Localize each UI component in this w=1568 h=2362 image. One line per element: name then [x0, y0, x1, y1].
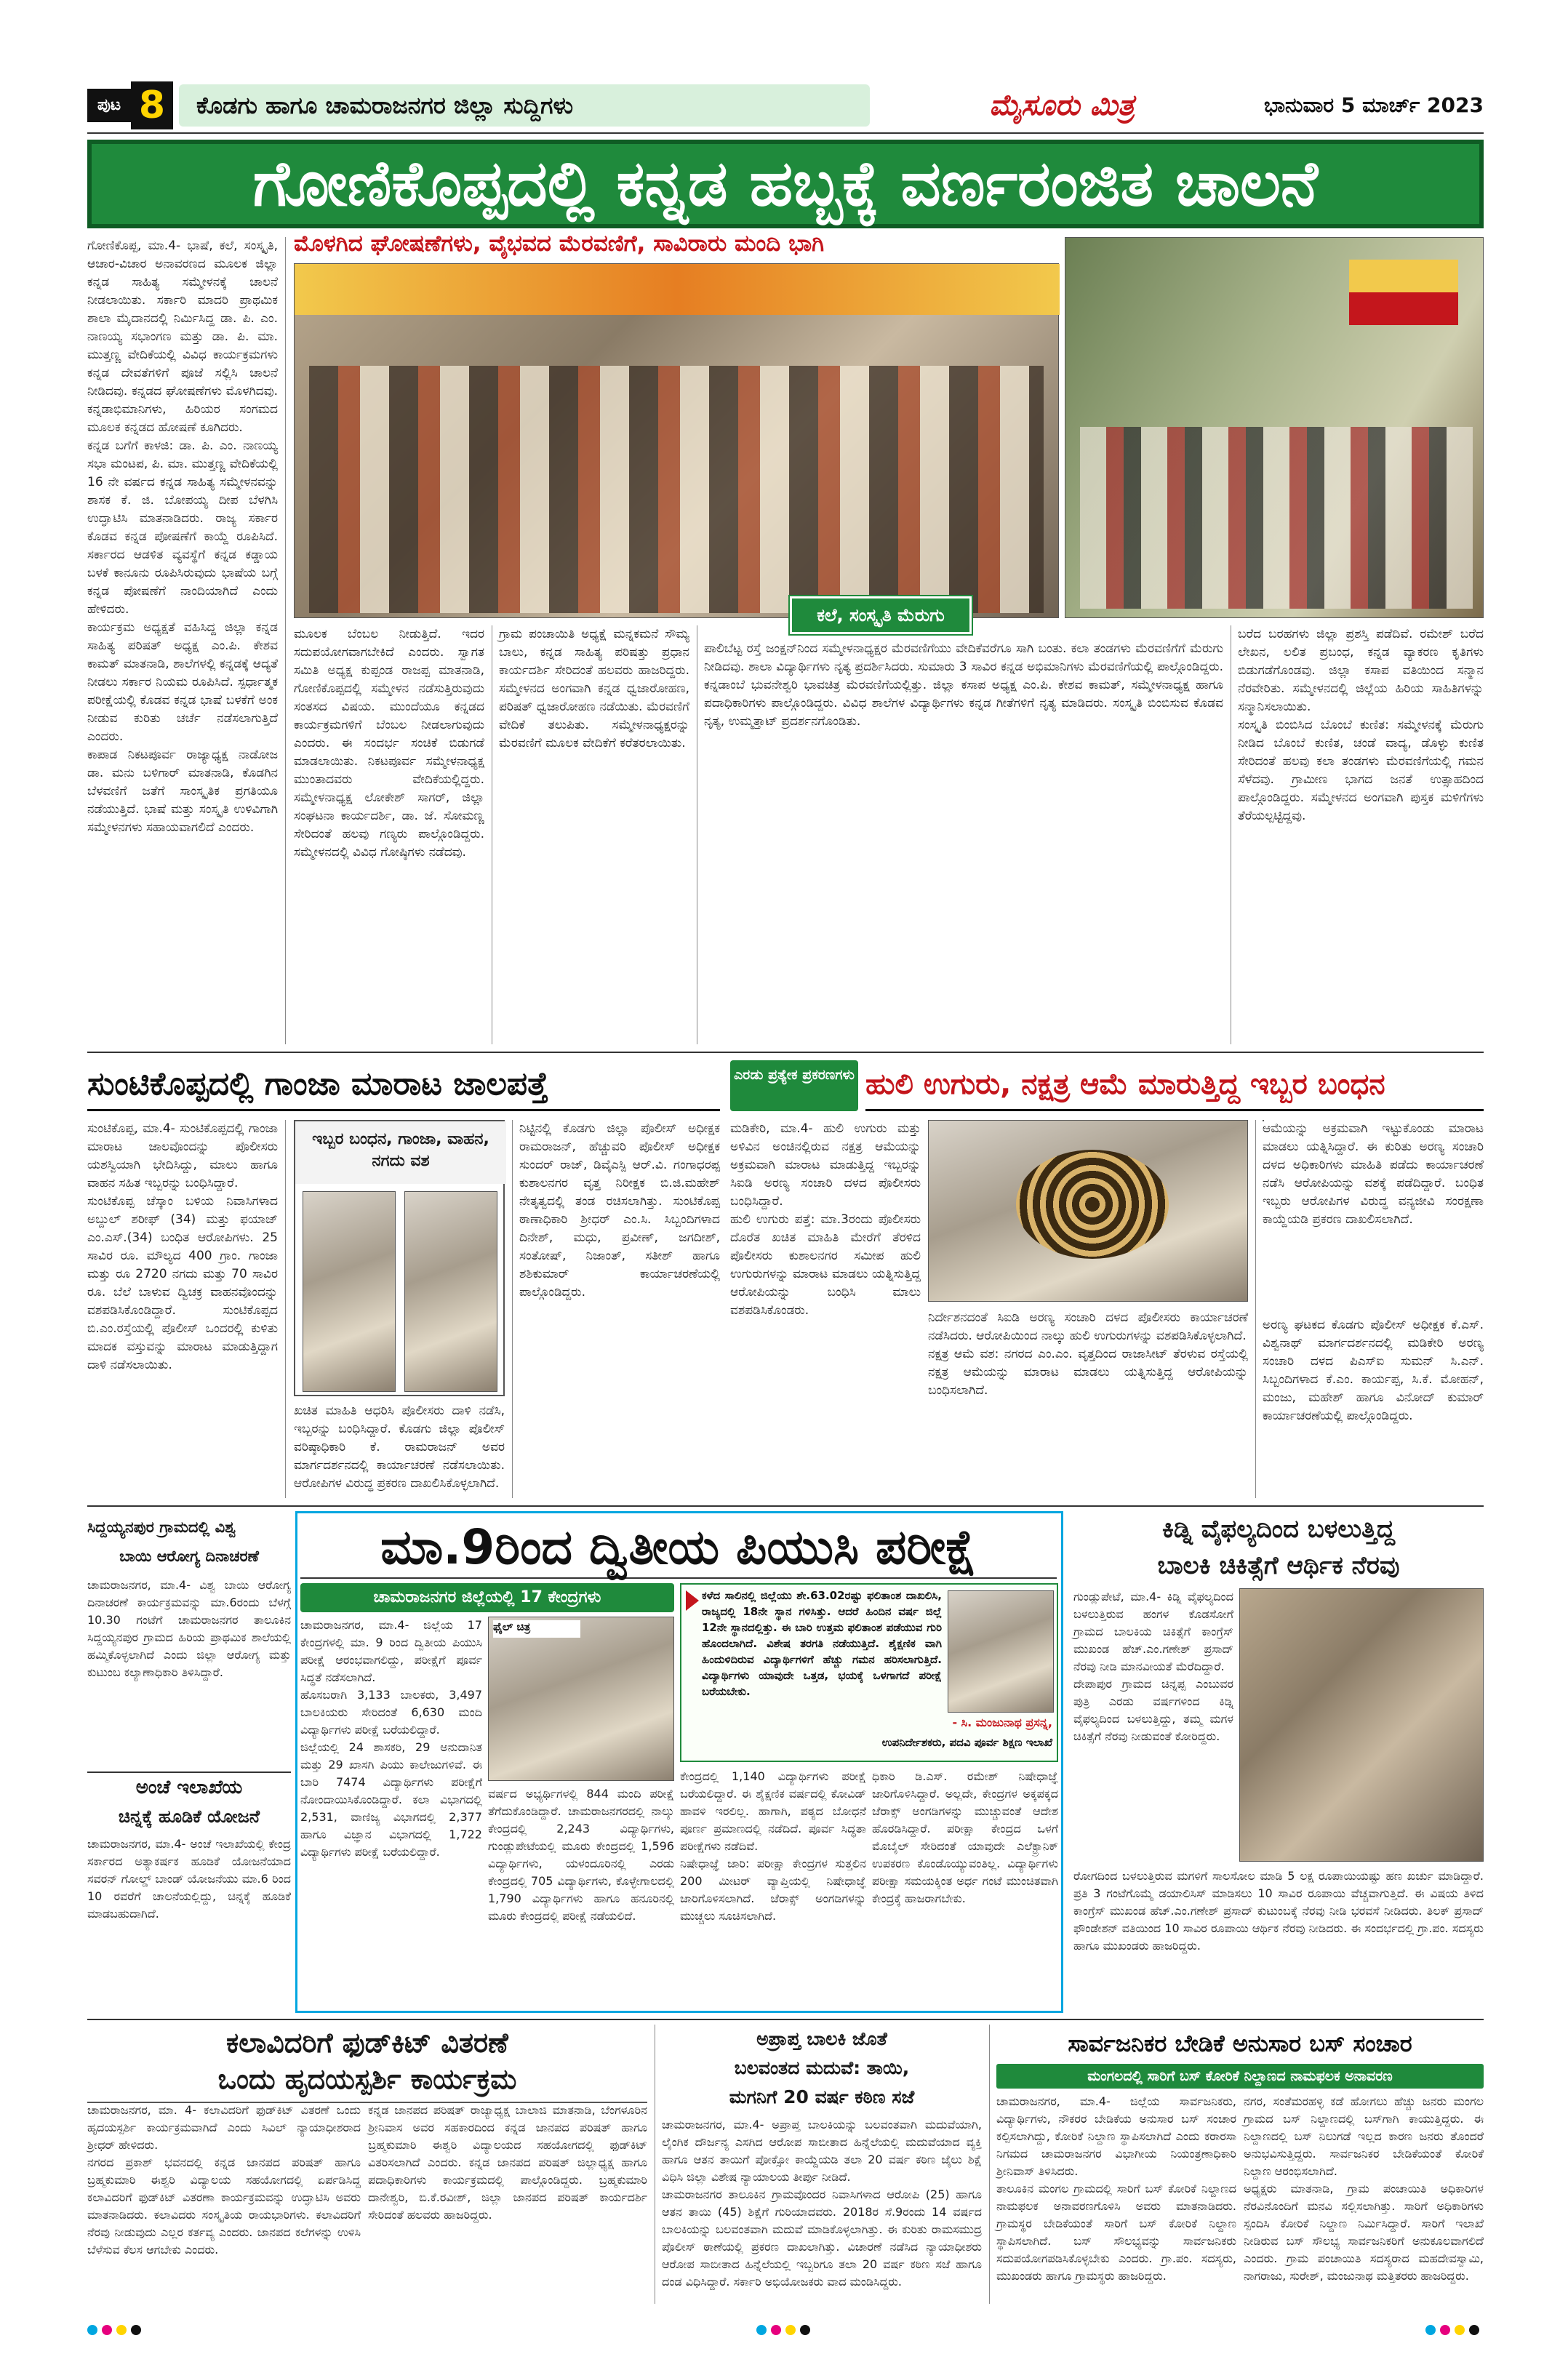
- lead-column-right: ಪಾಲಿಬೆಟ್ಟ ರಸ್ತೆ ಜಂಕ್ಷನ್‌ನಿಂದ ಸಮ್ಮೇಳನಾಧ್ಯಕ್ಷರ ಮೆರವಣಿಗೆಯು ವೇದಿಕೆವರೆಗೂ ಸಾಗಿ ಬಂತು. ಕಲಾ ತಂಡಗಳು ಮೆರವಣಿಗೆಗೆ ಮೆರುಗು ನೀಡಿದವು. ಶಾಲಾ ವಿದ್ಯಾರ್ಥಿಗಳು ನೃತ್ಯ ಪ್ರದರ್ಶಿಸಿದರು. ಸುಮಾರು 3 ಸಾವಿರ ಕನ್ನಡ ಅಭಿಮಾನಿಗಳು ಮೆರವಣಿಗೆಯಲ್ಲಿ ಪಾಲ್ಗೊಂಡಿದ್ದರು. ಕನ್ನಡಾಂಬೆ ಭುವನೇಶ್ವರಿ ಭಾವಚಿತ್ರ ಮೆರವಣಿಗೆಯಲ್ಲಿತ್ತು. ಜಿಲ್ಲಾ ಕಸಾಪ ಅಧ್ಯಕ್ಷ ಎಂ.ಪಿ. ಕೇಶವ ಕಾಮತ್, ಸಮ್ಮೇಳನಾಧ್ಯಕ್ಷ ಹಾಗೂ ಪದಾಧಿಕಾರಿಗಳು ಪಾಲ್ಗೊಂಡಿದ್ದರು. ವಿವಿಧ ಶಾಲೆಗಳ ವಿದ್ಯಾರ್ಥಿಗಳು ಕನ್ನಡ ಗೀತೆಗಳಿಗೆ ನೃತ್ಯ ಮಾಡಿದರು. ಸಂಸ್ಕೃತಿ ಬಿಂಬಿಸುವ ಕೊಡವ ನೃತ್ಯ, ಉಮ್ಮತ್ತಾಟ್ ಪ್ರದರ್ಶನಗೊಂಡಿತು.: [704, 641, 1228, 729]
- puc-quote-text: ಕಳೆದ ಸಾಲಿನಲ್ಲಿ ಜಿಲ್ಲೆಯು ಶೇ.63.02ರಷ್ಟು ಫಲಿತಾಂಶ ದಾಖಲಿಸಿ, ರಾಜ್ಯದಲ್ಲಿ 18ನೇ ಸ್ಥಾನ ಗಳಿಸಿತ್ತು. ಆದರೆ ಹಿಂದಿನ ವರ್ಷ ಜಿಲ್ಲೆ 12ನೇ ಸ್ಥಾನದಲ್ಲಿತ್ತು. ಈ ಬಾರಿ ಉತ್ತಮ ಫಲಿತಾಂಶ ಪಡೆಯುವ ಗುರಿ ಹೊಂದಲಾಗಿದೆ. ವಿಶೇಷ ತರಗತಿ ನಡೆಯುತ್ತಿದೆ. ಶೈಕ್ಷಣಿಕ ವಾಗಿ ಹಿಂದುಳಿದಿರುವ ವಿದ್ಯಾರ್ಥಿಗಳಿಗೆ ಹೆಚ್ಚು ಗಮನ ಹರಿಸಲಾಗುತ್ತಿದೆ. ವಿದ್ಯಾರ್ಥಿಗಳು ಯಾವುದೇ ಒತ್ತಡ, ಭಯಕ್ಕೆ ಒಳಗಾಗದೆ ಪರೀಕ್ಷೆ ಬರೆಯಬೇಕು.: [702, 1589, 942, 1698]
- footer-dots-left: [87, 2323, 145, 2337]
- accused-photo-1: [303, 1191, 396, 1392]
- ganja-headline: [87, 1060, 720, 1111]
- tortoise-shell-icon: [1016, 1150, 1169, 1259]
- tortoise-photo: [928, 1120, 1248, 1302]
- lead-column-1: ಗೋಣಿಕೊಪ್ಪ, ಮಾ.4- ಭಾಷೆ, ಕಲೆ, ಸಂಸ್ಕೃತಿ, ಆಚಾರ-ವಿಚಾರ ಅನಾವರಣದ ಮೂಲಕ ಜಿಲ್ಲಾ ಕನ್ನಡ ಸಾಹಿತ್ಯ ಸಮ್ಮೇಳನಕ್ಕೆ ಚಾಲನೆ ನೀಡಲಾಯಿತು. ಸರ್ಕಾರಿ ಮಾದರಿ ಪ್ರಾಥಮಿಕ ಶಾಲಾ ಮೈದಾನದಲ್ಲಿ ನಿರ್ಮಿಸಿದ್ದ ಡಾ. ಪಿ. ಎಂ. ನಾಣಯ್ಯ ಸಭಾಂಗಣ ಮತ್ತು ಡಾ. ಪಿ. ಮಾ. ಮುತ್ತಣ್ಣ ವೇದಿಕೆಯಲ್ಲಿ ವಿವಿಧ ಕಾರ್ಯಕ್ರಮಗಳು ಕನ್ನಡ ದೇವತೆಗಳಿಗೆ ಪೂಜೆ ಸಲ್ಲಿಸಿ ಚಾಲನೆ ನೀಡಿದವು. ಕನ್ನಡದ ಘೋಷಣೆಗಳು ಮೊಳಗಿದವು. ಕನ್ನಡಾಭಿಮಾನಿಗಳು, ಹಿರಿಯರ ಸಂಗಮದ ಮೂಲಕ ಕನ್ನಡದ ಹೋಷಣೆ ಕೂಗಿದರು. ಕನ್ನಡ ಬಗೆಗೆ ಕಾಳಜಿ: ಡಾ. ಪಿ. ಎಂ. ನಾಣಯ್ಯ ಸಭಾ ಮಂಟಪ, ಪಿ. ಮಾ. ಮುತ್ತಣ್ಣ ವೇದಿಕೆಯಲ್ಲಿ 16 ನೇ ವರ್ಷದ ಕನ್ನಡ ಸಾಹಿತ್ಯ ಸಮ್ಮೇಳನವನ್ನು ಶಾಸಕ ಕೆ. ಜಿ. ಬೋಪಯ್ಯ ದೀಪ ಬೆಳಗಿಸಿ ಉದ್ಘಾಟಿಸಿ ಮಾತನಾಡಿದರು. ರಾಜ್ಯ ಸರ್ಕಾರ ಕೊಡವ ಕನ್ನಡ ಪೋಷಣೆಗೆ ಕಾಯ್ದೆ ರೂಪಿಸಿದೆ. ಸರ್ಕಾರದ ಆಡಳಿತ ವ್ಯವಸ್ಥೆಗೆ ಕನ್ನಡ ಕಡ್ಡಾಯ ಬಳಕೆ ಕಾನೂನು ರೂಪಿಸಿರುವುದು ಭಾಷೆಯ ಬಗ್ಗೆ ಕನ್ನಡ ಪೋಷಣೆಗೆ ನಾಂದಿಯಾಗಿದೆ ಎಂದು ಹೇಳಿದರು. ಕಾರ್ಯಕ್ರಮ ಅಧ್ಯಕ್ಷತೆ ವಹಿಸಿದ್ದ ಜಿಲ್ಲಾ ಕನ್ನಡ ಸಾಹಿತ್ಯ ಪರಿಷತ್ ಅಧ್ಯಕ್ಷ ಎಂ.ಪಿ. ಕೇಶವ ಕಾಮತ್ ಮಾತನಾಡಿ, ಶಾಲೆಗಳಲ್ಲಿ ಕನ್ನಡಕ್ಕೆ ಆದ್ಯತೆ ನೀಡಲು ಸರ್ಕಾರ ನಿಯಮ ರೂಪಿಸಿದೆ. ಸ್ಪರ್ಧಾತ್ಮಕ ಪರೀಕ್ಷೆಯಲ್ಲಿ ಕೊಡವ ಕನ್ನಡ ಭಾಷೆ ಬಳಕೆಗೆ ಅಂಕ ನೀಡುವ ಕುರಿತು ಚರ್ಚೆ ನಡೆಸಲಾಗುತ್ತಿದೆ ಎಂದರು. ಕಾಪಾಡ ನಿಕಟಪೂರ್ವ ರಾಜ್ಯಾಧ್ಯಕ್ಷ ನಾಡೋಜ ಡಾ. ಮನು ಬಳಿಗಾರ್ ಮಾತನಾಡಿ, ಕೊಡಗಿನ ಬೆಳವಣಿಗೆ ಜತೆಗೆ ಸಾಂಸ್ಕೃತಿಕ ಪ್ರಗತಿಯೂ ನಡೆಯುತ್ತಿದೆ. ಭಾಷೆ ಮತ್ತು ಸಂಸ್ಕೃತಿ ಉಳಿವಿಗಾಗಿ ಸಮ್ಮೇಳನಗಳು ಸಹಾಯವಾಗಲಿದೆ ಎಂದರು.: [87, 239, 278, 835]
- marriage-headline-line2: ಬಲವಂತದ ಮದುವೆ: ತಾಯಿ,: [734, 2057, 910, 2078]
- dot-yellow: [1455, 2325, 1465, 2335]
- issue-date: ಭಾನುವಾರ 5 ಮಾರ್ಚ್ 2023: [1263, 93, 1484, 117]
- page-label: ಪುಟ: [87, 89, 131, 122]
- health-headline: [87, 1513, 291, 1572]
- ganja-headline-text: ಸುಂಟಿಕೊಪ್ಪದಲ್ಲಿ ಗಾಂಜಾ ಮಾರಾಟ ಜಾಲಪತ್ತೆ: [87, 1065, 548, 1102]
- bus-subhead-text: ಮಂಗಲದಲ್ಲಿ ಸಾರಿಗೆ ಬಸ್ ಕೋರಿಕೆ ನಿಲ್ದಾಣದ ನಾಮಫಲಕ ಅನಾವರಣ: [1087, 2068, 1393, 2084]
- page-number: 8: [131, 81, 173, 129]
- marriage-headline: [662, 2025, 982, 2112]
- header-rule: [87, 132, 1484, 134]
- post-text: ಚಾಮರಾಜನಗರ, ಮಾ.4- ಅಂಚೆ ಇಲಾಖೆಯಲ್ಲಿ ಕೇಂದ್ರ ಸರ್ಕಾರದ ಅತ್ಯಾಕರ್ಷಕ ಹೂಡಿಕೆ ಯೋಜನೆಯಾದ ಸವರನ್ ಗೋಲ್ಡ್ ಬಾಂಡ್ ಯೋಜನೆಯು ಮಾ.6 ರಿಂದ 10 ರವರೆಗೆ ಚಾಲನೆಯಲ್ಲಿದ್ದು, ಚಿನ್ನಕ್ಕೆ ಹೂಡಿಕೆ ಮಾಡಬಹುದಾಗಿದೆ.: [87, 1837, 295, 1921]
- section-title: ಕೊಡಗು ಹಾಗೂ ಚಾಮರಾಜನಗರ ಜಿಲ್ಲಾ ಸುದ್ದಿಗಳು: [179, 84, 870, 127]
- post-headline: [87, 1772, 291, 1833]
- kidney-photo: [1239, 1588, 1484, 1862]
- tortoise-column-3: ಆಮೆಯನ್ನು ಅಕ್ರಮವಾಗಿ ಇಟ್ಟುಕೊಂಡು ಮಾರಾಟ ಮಾಡಲು ಯತ್ನಿಸಿದ್ದಾರೆ. ಈ ಕುರಿತು ಅರಣ್ಯ ಸಂಚಾರಿ ದಳದ ಅಧಿಕಾರಿಗಳು ಮಾಹಿತಿ ಪಡೆದು ಕಾರ್ಯಾಚರಣೆ ನಡೆಸಿ ಆರೋಪಿಯನ್ನು ವಶಕ್ಕೆ ಪಡೆದಿದ್ದಾರೆ. ಬಂಧಿತ ಇಬ್ಬರು ಆರೋಪಿಗಳ ವಿರುದ್ಧ ವನ್ಯಜೀವಿ ಸಂರಕ್ಷಣಾ ಕಾಯ್ದೆಯಡಿ ಪ್ರಕರಣ ದಾಖಲಿಸಲಾಗಿದೆ.: [1263, 1121, 1488, 1227]
- post-headline-line1: ಅಂಚೆ ಇಲಾಖೆಯ: [135, 1777, 243, 1798]
- kidney-text-1: ಗುಂಡ್ಲುಪೇಟೆ, ಮಾ.4- ಕಿಡ್ನಿ ವೈಫಲ್ಯದಿಂದ ಬಳಲುತ್ತಿರುವ ಹಂಗಳ ಕೊಡಸೋಗೆ ಗ್ರಾಮದ ಬಾಲಕಿಯ ಚಿಕಿತ್ಸೆಗೆ ಕಾಂಗ್ರೆಸ್ ಮುಖಂಡ ಹೆಚ್.ಎಂ.ಗಣೇಶ್ ಪ್ರಸಾದ್ ನೆರವು ನೀಡಿ ಮಾನವೀಯತೆ ಮೆರೆದಿದ್ದಾರೆ. ದೇಪಾಪುರ ಗ್ರಾಮದ ಚಿನ್ನಪ್ಪ ಎಂಬುವರ ಪುತ್ರಿ ಎರಡು ವರ್ಷಗಳಿಂದ ಕಿಡ್ನಿ ವೈಫಲ್ಯದಿಂದ ಬಳಲುತ್ತಿದ್ದು, ತಮ್ಮ ಮಗಳ ಚಿಕಿತ್ಸೆಗೆ ನೆರವು ನೀಡುವಂತೆ ಕೋರಿದ್ದರು.: [1073, 1590, 1233, 1743]
- tortoise-tag-box: [730, 1060, 858, 1111]
- foodkit-headline: [87, 2025, 647, 2097]
- puc-headline: [300, 1516, 1057, 1579]
- drummers-figures: [1080, 427, 1473, 609]
- tortoise-column-4: ಅರಣ್ಯ ಘಟಕದ ಕೊಡಗು ಪೊಲೀಸ್ ಅಧೀಕ್ಷಕ ಕೆ.ಎಸ್. ವಿಶ್ವನಾಥ್ ಮಾರ್ಗದರ್ಶನದಲ್ಲಿ ಮಡಿಕೇರಿ ಅರಣ್ಯ ಸಂಚಾರಿ ದಳದ ಪಿಎಸ್ಐ ಸುಮನ್ ಸಿ.ಎನ್. ಸಿಬ್ಬಂದಿಗಳಾದ ಕೆ.ಎಂ. ಕಾರ್ಯಪ್ಪ, ಸಿ.ಕೆ. ಮೋಹನ್, ಮಂಜು, ಮಹೇಶ್ ಹಾಗೂ ವಿನೋದ್ ಕುಮಾರ್ ಕಾರ್ಯಾಚರಣೆಯಲ್ಲಿ ಪಾಲ್ಗೊಂಡಿದ್ದರು.: [1263, 1318, 1488, 1423]
- dot-yellow: [785, 2325, 796, 2335]
- puc-quote-box: [680, 1583, 1058, 1762]
- foodkit-headline-line2: ಒಂದು ಹೃದಯಸ್ಪರ್ಶಿ ಕಾರ್ಯಕ್ರಮ: [217, 2063, 517, 2095]
- puc-subhead: [300, 1583, 674, 1612]
- puc-column-4: ಧಿಕಾರಿ ಡಿ.ಎಸ್. ರಮೇಶ್ ನಿಷೇಧಾಜ್ಞೆ ಜಾರಿಗೊಳಿಸಿದ್ದಾರೆ. ಅಲ್ಲದೇ, ಕೇಂದ್ರಗಳ ಅಕ್ಕಪಕ್ಕದ ಜೆರಾಕ್ಸ್ ಅಂಗಡಿಗಳನ್ನು ಮುಚ್ಚುವಂತೆ ಆದೇಶ ಹೊರಡಿಸಿದ್ದಾರೆ. ಪರೀಕ್ಷಾ ಕೇಂದ್ರದ ಒಳಗೆ ಮೊಬೈಲ್ ಸೇರಿದಂತೆ ಯಾವುದೇ ಎಲೆಕ್ಟ್ರಾನಿಕ್ ಉಪಕರಣ ಕೊಂಡೊಯ್ಯುವಂತಿಲ್ಲ. ವಿದ್ಯಾರ್ಥಿಗಳು ಪರೀಕ್ಷಾ ಸಮಯಕ್ಕಿಂತ ಅರ್ಧ ಗಂಟೆ ಮುಂಚಿತವಾಗಿ ಕೇಂದ್ರಕ್ಕೆ ಹಾಜರಾಗಬೇಕು.: [872, 1769, 1063, 1905]
- bus-column-2: ನಗರ, ಸಂತೆಮರಹಳ್ಳಿ ಕಡೆ ಹೋಗಲು ಹೆಚ್ಚು ಜನರು ಮಂಗಲ ಗ್ರಾಮದ ಬಸ್ ನಿಲ್ದಾಣದಲ್ಲಿ ಬಸ್‌ಗಾಗಿ ಕಾಯುತ್ತಿದ್ದರು. ಈ ನಿಲ್ದಾಣದಲ್ಲಿ ಬಸ್ ನಿಲುಗಡೆ ಇಲ್ಲದ ಕಾರಣ ಜನರು ತೊಂದರೆ ಅನುಭವಿಸುತ್ತಿದ್ದರು. ಸಾರ್ವಜನಿಕರ ಬೇಡಿಕೆಯಂತೆ ಕೋರಿಕೆ ನಿಲ್ದಾಣ ಆರಂಭಿಸಲಾಗಿದೆ. ಅಧ್ಯಕ್ಷರು ಮಾತನಾಡಿ, ಗ್ರಾಮ ಪಂಚಾಯಿತಿ ಅಧಿಕಾರಿಗಳ ನೆರವಿನೊಂದಿಗೆ ಮನವಿ ಸಲ್ಲಿಸಲಾಗಿತ್ತು. ಸಾರಿಗೆ ಅಧಿಕಾರಿಗಳು ಸ್ಪಂದಿಸಿ ಕೋರಿಕೆ ನಿಲ್ದಾಣ ನಿರ್ಮಿಸಿದ್ದಾರೆ. ಸಾರಿಗೆ ಇಲಾಖೆ ನೀಡಿರುವ ಬಸ್ ಸೌಲಭ್ಯ ಸಾರ್ವಜನಿಕರಿಗೆ ಅನುಕೂಲವಾಗಲಿದೆ ಎಂದರು. ಗ್ರಾಮ ಪಂಚಾಯಿತಿ ಸದಸ್ಯರಾದ ಮಹದೇವಸ್ವಾಮಿ, ನಾಗರಾಜು, ಸುರೇಶ್, ಮಂಜುನಾಥ ಮತ್ತಿತರರು ಹಾಜರಿದ್ದರು.: [1244, 2094, 1488, 2283]
- officer-photo: [948, 1590, 1054, 1713]
- ganja-column-2: ಖಚಿತ ಮಾಹಿತಿ ಆಧರಿಸಿ ಪೊಲೀಸರು ದಾಳಿ ನಡೆಸಿ, ಇಬ್ಬರನ್ನು ಬಂಧಿಸಿದ್ದಾರೆ. ಕೊಡಗು ಜಿಲ್ಲಾ ಪೊಲೀಸ್ ವರಿಷ್ಠಾಧಿಕಾರಿ ಕೆ. ರಾಮರಾಜನ್ ಅವರ ಮಾರ್ಗದರ್ಶನದಲ್ಲಿ ಕಾರ್ಯಾಚರಣೆ ನಡೆಸಲಾಯಿತು. ಆರೋಪಿಗಳ ವಿರುದ್ಧ ಪ್ರಕರಣ ದಾಖಲಿಸಿಕೊಳ್ಳಲಾಗಿದೆ.: [294, 1404, 509, 1491]
- health-headline-line2: ಬಾಯಿ ಆರೋಗ್ಯ ದಿನಾಚರಣೆ: [119, 1548, 259, 1565]
- footer-dots-right: [1425, 2323, 1484, 2337]
- foodkit-column-2: ಕನ್ನಡ ಜಾನಪದ ಪರಿಷತ್ ರಾಜ್ಯಾಧ್ಯಕ್ಷ ಬಾಲಾಜಿ ಮಾತನಾಡಿ, ಬೆಂಗಳೂರಿನ ಶ್ರೀನಿವಾಸ ಅವರ ಸಹಕಾರದಿಂದ ಕನ್ನಡ ಜಾನಪದ ಪರಿಷತ್ ಹಾಗೂ ಬ್ರಹ್ಮಕುಮಾರಿ ಈಶ್ವರಿ ವಿದ್ಯಾಲಯದ ಸಹಯೋಗದಲ್ಲಿ ಫುಡ್‌ಕಿಟ್ ವಿತರಿಸಲಾಗಿದೆ ಎಂದರು. ಕನ್ನಡ ಜಾನಪದ ಪರಿಷತ್ ಜಿಲ್ಲಾಧ್ಯಕ್ಷ ಹಾಗೂ ಪದಾಧಿಕಾರಿಗಳು ಕಾರ್ಯಕ್ರಮದಲ್ಲಿ ಪಾಲ್ಗೊಂಡಿದ್ದರು. ಬ್ರಹ್ಮಕುಮಾರಿ ದಾನೇಶ್ವರಿ, ಬಿ.ಕೆ.ರವೀಶ್, ಜಿಲ್ಲಾ ಜಾನಪದ ಪರಿಷತ್ ಕಾರ್ಯದರ್ಶಿ ಸೇರಿದಂತೆ ಹಲವರು ಹಾಜರಿದ್ದರು.: [368, 2103, 652, 2222]
- tortoise-tag-text: ಎರಡು ಪ್ರತ್ಯೇಕ ಪ್ರಕರಣಗಳು: [734, 1067, 855, 1083]
- lead-photo-caption-box: [790, 596, 972, 634]
- kidney-text-2: ರೋಗದಿಂದ ಬಳಲುತ್ತಿರುವ ಮಗಳಿಗೆ ಸಾಲಸೋಲ ಮಾಡಿ 5 ಲಕ್ಷ ರೂಪಾಯಿಯಷ್ಟು ಹಣ ಖರ್ಚು ಮಾಡಿದ್ದಾರೆ. ಪ್ರತಿ 3 ಗಂಟೆಗೊಮ್ಮೆ ಡಯಾಲಿಸಿಸ್ ಮಾಡಿಸಲು 10 ಸಾವಿರ ರೂಪಾಯಿ ವೆಚ್ಚವಾಗುತ್ತಿದೆ. ಈ ವಿಷಯ ತಿಳಿದ ಕಾಂಗ್ರೆಸ್ ಮುಖಂಡ ಹೆಚ್.ಎಂ.ಗಣೇಶ್ ಪ್ರಸಾದ್ ಕುಟುಂಬಕ್ಕೆ ನೆರವು ನೀಡಿ ಭರವಸೆ ನೀಡಿದರು. ತಿಲಕ್ ಪ್ರಸಾದ್ ಫೌಂಡೇಶನ್ ವತಿಯಿಂದ 10 ಸಾವಿರ ರೂಪಾಯಿ ಆರ್ಥಿಕ ನೆರವು ನೀಡಿದರು. ಈ ಸಂದರ್ಭದಲ್ಲಿ ಗ್ರಾ.ಪಂ. ಸದಸ್ಯರು ಹಾಗೂ ಮುಖಂಡರು ಹಾಜರಿದ್ದರು.: [1073, 1869, 1488, 1953]
- bus-headline-text: ಸಾರ್ವಜನಿಕರ ಬೇಡಿಕೆ ಅನುಸಾರ ಬಸ್ ಸಂಚಾರ: [1068, 2030, 1412, 2057]
- lead-photo-caption: ಕಲೆ, ಸಂಸ್ಕೃತಿ ಮೆರುಗು: [817, 605, 945, 625]
- foodkit-column-1: ಚಾಮರಾಜನಗರ, ಮಾ. 4- ಕಲಾವಿದರಿಗೆ ಫುಡ್‌ಕಿಟ್ ವಿತರಣೆ ಒಂದು ಹೃದಯಸ್ಪರ್ಶಿ ಕಾರ್ಯಕ್ರಮವಾಗಿದೆ ಎಂದು ಸಿವಿಲ್ ನ್ಯಾಯಾಧೀಶರಾದ ಶ್ರೀಧರ್ ಹೇಳಿದರು. ನಗರದ ಪ್ರಕಾಶ್ ಭವನದಲ್ಲಿ ಕನ್ನಡ ಜಾನಪದ ಪರಿಷತ್ ಹಾಗೂ ಬ್ರಹ್ಮಕುಮಾರಿ ಈಶ್ವರಿ ವಿದ್ಯಾಲಯ ಸಹಯೋಗದಲ್ಲಿ ಏರ್ಪಡಿಸಿದ್ದ ಕಲಾವಿದರಿಗೆ ಫುಡ್‌ಕಿಟ್ ವಿತರಣಾ ಕಾರ್ಯಕ್ರಮವನ್ನು ಉದ್ಘಾಟಿಸಿ ಅವರು ಮಾತನಾಡಿದರು. ಕಲಾವಿದರು ಸಂಸ್ಕೃತಿಯ ರಾಯಭಾರಿಗಳು. ಕಲಾವಿದರಿಗೆ ನೆರವು ನೀಡುವುದು ಎಲ್ಲರ ಕರ್ತವ್ಯ ಎಂದರು. ಜಾನಪದ ಕಲೆಗಳನ್ನು ಉಳಿಸಿ ಬೆಳೆಸುವ ಕೆಲಸ ಆಗಬೇಕು ಎಂದರು.: [87, 2103, 361, 2257]
- foodkit-headline-line1: ಕಲಾವಿದರಿಗೆ ಫುಡ್‌ಕಿಟ್ ವಿತರಣೆ: [226, 2027, 508, 2059]
- lead-photo-dignitaries: [294, 263, 1059, 618]
- masthead-logo: ಮೈಸೂರು ಮಿತ್ರ: [989, 88, 1135, 122]
- bus-subhead: [996, 2064, 1484, 2089]
- page-header: [87, 81, 1484, 129]
- lead-headline: [87, 140, 1484, 228]
- dot-cyan: [1425, 2325, 1436, 2335]
- ganja-column-1: ಸುಂಟಿಕೊಪ್ಪ, ಮಾ.4- ಸುಂಟಿಕೊಪ್ಪದಲ್ಲಿ ಗಾಂಜಾ ಮಾರಾಟ ಜಾಲವೊಂದನ್ನು ಪೊಲೀಸರು ಯಶಸ್ವಿಯಾಗಿ ಭೇದಿಸಿದ್ದು, ಮಾಲು ಹಾಗೂ ವಾಹನ ಸಹಿತ ಇಬ್ಬರನ್ನು ಬಂಧಿಸಿದ್ದಾರೆ. ಸುಂಟಿಕೊಪ್ಪ ಚೆಸ್ಕಾಂ ಬಳಿಯ ನಿವಾಸಿಗಳಾದ ಅಬ್ದುಲ್ ಶರೀಫ್ (34) ಮತ್ತು ಫಯಾಜ್ ಎಂ.ಎಸ್.(34) ಬಂಧಿತ ಆರೋಪಿಗಳು. 25 ಸಾವಿರ ರೂ. ಮೌಲ್ಯದ 400 ಗ್ರಾಂ. ಗಾಂಜಾ ಮತ್ತು ರೂ 2720 ನಗದು ಮತ್ತು 70 ಸಾವಿರ ರೂ. ಬೆಲೆ ಬಾಳುವ ದ್ವಿಚಕ್ರ ವಾಹನವೊಂದನ್ನು ವಶಪಡಿಸಿಕೊಂಡಿದ್ದಾರೆ. ಸುಂಟಿಕೊಪ್ಪದ ಬಿ.ಎಂ.ರಸ್ತೆಯಲ್ಲಿ ಪೊಲೀಸ್ ಒಂದರಲ್ಲಿ ಕುಳಿತು ಮಾದಕ ವಸ್ತುವನ್ನು ಮಾರಾಟ ಮಾಡುತ್ತಿದ್ದಾಗ ದಾಳಿ ನಡೆಸಲಾಯಿತು.: [87, 1121, 278, 1372]
- puc-quote-role: ಉಪನಿರ್ದೇಶಕರು, ಪದವಿ ಪೂರ್ವ ಶಿಕ್ಷಣ ಇಲಾಖೆ: [881, 1736, 1052, 1749]
- lead-column-far-right: ಬರೆದ ಬರಹಗಳು ಜಿಲ್ಲಾ ಪ್ರಶಸ್ತಿ ಪಡೆದಿವೆ. ರಮೇಶ್ ಬರೆದ ಲೇಖನ, ಲಲಿತ ಪ್ರಬಂಧ, ಕನ್ನಡ ವ್ಯಾಕರಣ ಕೃತಿಗಳು ಬಿಡುಗಡೆಗೊಂಡವು. ಜಿಲ್ಲಾ ಕಸಾಪ ವತಿಯಿಂದ ಸನ್ಮಾನ ನೆರವೇರಿತು. ಸಮ್ಮೇಳನದಲ್ಲಿ ಜಿಲ್ಲೆಯ ಹಿರಿಯ ಸಾಹಿತಿಗಳನ್ನು ಸನ್ಮಾನಿಸಲಾಯಿತು. ಸಂಸ್ಕೃತಿ ಬಿಂಬಿಸಿದ ಬೊಂಬೆ ಕುಣಿತ: ಸಮ್ಮೇಳನಕ್ಕೆ ಮೆರುಗು ನೀಡಿದ ಬೊಂಬೆ ಕುಣಿತ, ಚಂಡೆ ವಾದ್ಯ, ಡೊಳ್ಳು ಕುಣಿತ ಸೇರಿದಂತೆ ಹಲವು ಕಲಾ ತಂಡಗಳು ಮೆರವಣಿಗೆಯಲ್ಲಿ ಗಮನ ಸೆಳೆದವು. ಗ್ರಾಮೀಣ ಭಾಗದ ಜನತೆ ಉತ್ಸಾಹದಿಂದ ಪಾಲ್ಗೊಂಡಿದ್ದರು. ಸಮ್ಮೇಳನದ ಅಂಗವಾಗಿ ಪುಸ್ತಕ ಮಳಿಗೆಗಳು ತೆರೆಯಲ್ಪಟ್ಟಿದ್ದವು.: [1238, 627, 1484, 823]
- lead-column-mid-1: ಮೂಲಕ ಬೆಂಬಲ ನೀಡುತ್ತಿದೆ. ಇದರ ಸದುಪಯೋಗವಾಗಬೇಕಿದೆ ಎಂದರು. ಸ್ವಾಗತ ಸಮಿತಿ ಅಧ್ಯಕ್ಷ ಕುಪ್ಪಂಡ ರಾಜಪ್ಪ ಮಾತನಾಡಿ, ಗೋಣಿಕೊಪ್ಪದಲ್ಲಿ ಸಮ್ಮೇಳನ ನಡೆಸುತ್ತಿರುವುದು ಸಂತಸದ ವಿಷಯ. ಮುಂದೆಯೂ ಕನ್ನಡದ ಕಾರ್ಯಕ್ರಮಗಳಿಗೆ ಬೆಂಬಲ ನೀಡಲಾಗುವುದು ಎಂದರು. ಈ ಸಂದರ್ಭ ಸಂಚಿಕೆ ಬಿಡುಗಡೆ ಮಾಡಲಾಯಿತು. ನಿಕಟಪೂರ್ವ ಸಮ್ಮೇಳನಾಧ್ಯಕ್ಷ ಮುಂತಾದವರು ವೇದಿಕೆಯಲ್ಲಿದ್ದರು. ಸಮ್ಮೇಳನಾಧ್ಯಕ್ಷ ಲೋಕೇಶ್ ಸಾಗರ್, ಜಿಲ್ಲಾ ಸಂಘಟನಾ ಕಾರ್ಯದರ್ಶಿ, ಡಾ. ಜೆ. ಸೋಮಣ್ಣ ಸೇರಿದಂತೆ ಹಲವು ಗಣ್ಯರು ಪಾಲ್ಗೊಂಡಿದ್ದರು. ಸಮ್ಮೇಳನದಲ್ಲಿ ವಿವಿಧ ಗೋಷ್ಠಿಗಳು ನಡೆದವು.: [294, 627, 489, 860]
- lead-subhead-text: ಮೊಳಗಿದ ಘೋಷಣೆಗಳು, ವೈಭವದ ಮೆರವಣಿಗೆ, ಸಾವಿರಾರು ಮಂದಿ ಭಾಗಿ: [294, 231, 825, 257]
- marriage-headline-line1: ಅಪ್ರಾಪ್ತ ಬಾಲಕಿ ಜೊತೆ: [756, 2028, 887, 2049]
- tortoise-column-2: ನಿರ್ದೇಶನದಂತೆ ಸಿಐಡಿ ಅರಣ್ಯ ಸಂಚಾರಿ ದಳದ ಪೊಲೀಸರು ಕಾರ್ಯಾಚರಣೆ ನಡೆಸಿದರು. ಆರೋಪಿಯಿಂದ ನಾಲ್ಕು ಹುಲಿ ಉಗುರುಗಳನ್ನು ವಶಪಡಿಸಿಕೊಳ್ಳಲಾಗಿದೆ. ನಕ್ಷತ್ರ ಆಮೆ ವಶ: ನಗರದ ಎಂ.ಎಂ. ವೃತ್ತದಿಂದ ರಾಜಾಸೀಟ್ ತೆರಳುವ ರಸ್ತೆಯಲ್ಲಿ ನಕ್ಷತ್ರ ಆಮೆಯನ್ನು ಮಾರಾಟ ಮಾಡಲು ಯತ್ನಿಸುತ್ತಿದ್ದ ಆರೋಪಿಯನ್ನು ಬಂಧಿಸಲಾಗಿದೆ.: [928, 1310, 1248, 1398]
- lead-column-mid-2: ಗ್ರಾಮ ಪಂಚಾಯಿತಿ ಅಧ್ಯಕ್ಷೆ ಮನ್ನಕಮನೆ ಸೌಮ್ಯ ಬಾಲು, ಕನ್ನಡ ಸಾಹಿತ್ಯ ಪರಿಷತ್ತು ಪ್ರಧಾನ ಕಾರ್ಯದರ್ಶಿ ಸೇರಿದಂತೆ ಹಲವರು ಹಾಜರಿದ್ದರು. ಸಮ್ಮೇಳನದ ಅಂಗವಾಗಿ ಕನ್ನಡ ಧ್ವಜಾರೋಹಣ, ಪರಿಷತ್ ಧ್ವಜಾರೋಹಣ ನಡೆಯಿತು. ಮೆರವಣಿಗೆ ವೇದಿಕೆ ತಲುಪಿತು. ಸಮ್ಮೇಳನಾಧ್ಯಕ್ಷರನ್ನು ಮೆರವಣಿಗೆ ಮೂಲಕ ವೇದಿಕೆಗೆ ಕರೆತರಲಾಯಿತು.: [499, 627, 694, 750]
- puc-column-3: ಕೇಂದ್ರದಲ್ಲಿ 1,140 ವಿದ್ಯಾರ್ಥಿಗಳು ಪರೀಕ್ಷೆ ಬರೆಯಲಿದ್ದಾರೆ. ಈ ಶೈಕ್ಷಣಿಕ ವರ್ಷದಲ್ಲಿ ಕೋವಿಡ್ ಹಾವಳಿ ಇರಲಿಲ್ಲ. ಹಾಗಾಗಿ, ಪಠ್ಯದ ಬೋಧನೆ ಪೂರ್ಣ ಪ್ರಮಾಣದಲ್ಲಿ ನಡೆದಿದೆ. ಪೂರ್ವ ಸಿದ್ಧತಾ ಪರೀಕ್ಷೆಗಳು ನಡೆದಿವೆ. ನಿಷೇಧಾಜ್ಞೆ ಜಾರಿ: ಪರೀಕ್ಷಾ ಕೇಂದ್ರಗಳ ಸುತ್ತಲಿನ 200 ಮೀಟರ್ ವ್ಯಾಪ್ತಿಯಲ್ಲಿ ನಿಷೇಧಾಜ್ಞೆ ಜಾರಿಗೊಳಿಸಲಾಗಿದೆ. ಜೆರಾಕ್ಸ್ ಅಂಗಡಿಗಳನ್ನು ಮುಚ್ಚಲು ಸೂಚಿಸಲಾಗಿದೆ.: [680, 1769, 866, 1923]
- puc-photo-label: ಫೈಲ್ ಚಿತ್ರ: [493, 1620, 580, 1638]
- dot-black: [1469, 2325, 1479, 2335]
- puc-box: [295, 1511, 1063, 2013]
- ganja-box-title: ಇಬ್ಬರ ಬಂಧನ, ಗಾಂಜಾ, ವಾಹನ, ನಗದು ವಶ: [295, 1121, 506, 1184]
- puc-file-photo: [488, 1617, 674, 1781]
- dot-cyan: [87, 2325, 97, 2335]
- kidney-headline-line2: ಬಾಲಕಿ ಚಿಕಿತ್ಸೆಗೆ ಆರ್ಥಿಕ ನೆರವು: [1157, 1551, 1400, 1580]
- dot-black: [800, 2325, 810, 2335]
- bus-column-1: ಚಾಮರಾಜನಗರ, ಮಾ.4- ಜಿಲ್ಲೆಯ ಸಾರ್ವಜನಿಕರು, ವಿದ್ಯಾರ್ಥಿಗಳು, ನೌಕರರ ಬೇಡಿಕೆಯ ಅನುಸಾರ ಬಸ್ ಸಂಚಾರ ಕಲ್ಪಿಸಲಾಗಿದ್ದು, ಕೋರಿಕೆ ನಿಲ್ದಾಣ ಸ್ಥಾಪಿಸಲಾಗಿದೆ ಎಂದು ಕರಾರಸಾ ನಿಗಮದ ಚಾಮರಾಜನಗರ ವಿಭಾಗೀಯ ನಿಯಂತ್ರಣಾಧಿಕಾರಿ ಶ್ರೀನಿವಾಸ್ ತಿಳಿಸಿದರು. ತಾಲೂಕಿನ ಮಂಗಲ ಗ್ರಾಮದಲ್ಲಿ ಸಾರಿಗೆ ಬಸ್ ಕೋರಿಕೆ ನಿಲ್ದಾಣದ ನಾಮಫಲಕ ಅನಾವರಣಗೊಳಿಸಿ ಅವರು ಮಾತನಾಡಿದರು. ಗ್ರಾಮಸ್ಥರ ಬೇಡಿಕೆಯಂತೆ ಸಾರಿಗೆ ಬಸ್ ಕೋರಿಕೆ ನಿಲ್ದಾಣ ಸ್ಥಾಪಿಸಲಾಗಿದೆ. ಬಸ್ ಸೌಲಭ್ಯವನ್ನು ಸಾರ್ವಜನಿಕರು ಸದುಪಯೋಗಪಡಿಸಿಕೊಳ್ಳಬೇಕು ಎಂದರು. ಗ್ರಾ.ಪಂ. ಸದಸ್ಯರು, ಮುಖಂಡರು ಹಾಗೂ ಗ್ರಾಮಸ್ಥರು ಹಾಜರಿದ್ದರು.: [996, 2094, 1236, 2283]
- marriage-headline-line3: ಮಗನಿಗೆ 20 ವರ್ಷ ಕಠಿಣ ಸಜೆ: [729, 2086, 915, 2107]
- puc-column-1: ಚಾಮರಾಜನಗರ, ಮಾ.4- ಜಿಲ್ಲೆಯ 17 ಕೇಂದ್ರಗಳಲ್ಲಿ ಮಾ. 9 ರಿಂದ ದ್ವಿತೀಯ ಪಿಯುಸಿ ಪರೀಕ್ಷೆ ಆರಂಭವಾಗಲಿದ್ದು, ಪರೀಕ್ಷೆಗೆ ಪೂರ್ವ ಸಿದ್ಧತೆ ನಡೆಸಲಾಗಿದೆ. ಹೊಸಬರಾಗಿ 3,133 ಬಾಲಕರು, 3,497 ಬಾಲಕಿಯರು ಸೇರಿದಂತೆ 6,630 ಮಂದಿ ವಿದ್ಯಾರ್ಥಿಗಳು ಪರೀಕ್ಷೆ ಬರೆಯಲಿದ್ದಾರೆ. ಜಿಲ್ಲೆಯಲ್ಲಿ 24 ಶಾಸಕರಿ, 29 ಅನುದಾನಿತ ಮತ್ತು 29 ಖಾಸಗಿ ಪಿಯು ಕಾಲೇಜುಗಳಿವೆ. ಈ ಬಾರಿ 7474 ವಿದ್ಯಾರ್ಥಿಗಳು ಪರೀಕ್ಷೆಗೆ ನೋಂದಾಯಿಸಿಕೊಂಡಿದ್ದಾರೆ. ಕಲಾ ವಿಭಾಗದಲ್ಲಿ 2,531, ವಾಣಿಜ್ಯ ವಿಭಾಗದಲ್ಲಿ 2,377 ಹಾಗೂ ವಿಜ್ಞಾನ ವಿಭಾಗದಲ್ಲಿ 1,722 ವಿದ್ಯಾರ್ಥಿಗಳು ಪರೀಕ್ಷೆ ಬರೆಯಲಿದ್ದಾರೆ.: [300, 1618, 482, 1859]
- lead-headline-text: ಗೋಣಿಕೊಪ್ಪದಲ್ಲಿ ಕನ್ನಡ ಹಬ್ಬಕ್ಕೆ ವರ್ಣರಂಜಿತ ಚಾಲನೆ: [252, 148, 1319, 220]
- dot-cyan: [756, 2325, 767, 2335]
- lead-subhead: [294, 227, 1028, 260]
- ganja-box: [294, 1120, 505, 1396]
- marriage-text: ಚಾಮರಾಜನಗರ, ಮಾ.4- ಅಪ್ರಾಪ್ತ ಬಾಲಕಿಯನ್ನು ಬಲವಂತವಾಗಿ ಮದುವೆಯಾಗಿ, ಲೈಂಗಿಕ ದೌರ್ಜನ್ಯ ಎಸಗಿದ ಆರೋಪ ಸಾಬೀತಾದ ಹಿನ್ನೆಲೆಯಲ್ಲಿ ಮದುವೆಯಾದ ವ್ಯಕ್ತಿ ಹಾಗೂ ಆತನ ತಾಯಿಗೆ ಪೋಕ್ಸೋ ಕಾಯ್ದೆಯಡಿ ತಲಾ 20 ವರ್ಷ ಕಠಿಣ ಜೈಲು ಶಿಕ್ಷೆ ವಿಧಿಸಿ ಜಿಲ್ಲಾ ವಿಶೇಷ ನ್ಯಾಯಾಲಯ ತೀರ್ಪು ನೀಡಿದೆ. ಚಾಮರಾಜನಗರ ತಾಲೂಕಿನ ಗ್ರಾಮವೊಂದರ ನಿವಾಸಿಗಳಾದ ಆರೋಪಿ (25) ಹಾಗೂ ಆತನ ತಾಯಿ (45) ಶಿಕ್ಷೆಗೆ ಗುರಿಯಾದವರು. 2018ರ ಸೆ.9ರಂದು 14 ವರ್ಷದ ಬಾಲಕಿಯನ್ನು ಬಲವಂತವಾಗಿ ಮದುವೆ ಮಾಡಿಕೊಳ್ಳಲಾಗಿತ್ತು. ಈ ಕುರಿತು ರಾಮಸಮುದ್ರ ಪೊಲೀಸ್ ಠಾಣೆಯಲ್ಲಿ ಪ್ರಕರಣ ದಾಖಲಾಗಿತ್ತು. ವಿಚಾರಣೆ ನಡೆಸಿದ ನ್ಯಾಯಾಧೀಶರು ಆರೋಪ ಸಾಬೀತಾದ ಹಿನ್ನೆಲೆಯಲ್ಲಿ ಇಬ್ಬರಿಗೂ ತಲಾ 20 ವರ್ಷ ಕಠಿಣ ಸಜೆ ಹಾಗೂ ದಂಡ ವಿಧಿಸಿದ್ದಾರೆ. ಸರ್ಕಾರಿ ಅಭಿಯೋಜಕರು ವಾದ ಮಂಡಿಸಿದ್ದರು.: [662, 2118, 982, 2289]
- health-text: ಚಾಮರಾಜನಗರ, ಮಾ.4- ವಿಶ್ವ ಬಾಯಿ ಆರೋಗ್ಯ ದಿನಾಚರಣೆ ಕಾರ್ಯಕ್ರಮವನ್ನು ಮಾ.6ರಂದು ಬೆಳಗ್ಗೆ 10.30 ಗಂಟೆಗೆ ಚಾಮರಾಜನಗರ ತಾಲೂಕಿನ ಸಿದ್ದಯ್ಯನಪುರ ಗ್ರಾಮದ ಹಿರಿಯ ಪ್ರಾಥಮಿಕ ಶಾಲೆಯಲ್ಲಿ ಹಮ್ಮಿಕೊಳ್ಳಲಾಗಿದೆ ಎಂದು ಜಿಲ್ಲಾ ಆರೋಗ್ಯ ಮತ್ತು ಕುಟುಂಬ ಕಲ್ಯಾಣಾಧಿಕಾರಿ ತಿಳಿಸಿದ್ದಾರೆ.: [87, 1578, 295, 1679]
- stage-banner-decoration: [295, 264, 1060, 315]
- ganja-column-3: ನಿಟ್ಟಿನಲ್ಲಿ ಕೊಡಗು ಜಿಲ್ಲಾ ಪೊಲೀಸ್ ಅಧೀಕ್ಷಕ ರಾಮರಾಜನ್, ಹೆಚ್ಚುವರಿ ಪೊಲೀಸ್ ಅಧೀಕ್ಷಕ ಸುಂದರ್ ರಾಜ್, ಡಿವೈಎಸ್ಪಿ ಆರ್.ವಿ. ಗಂಗಾಧರಪ್ಪ ಕುಶಾಲನಗರ ವೃತ್ತ ನಿರೀಕ್ಷಕ ಬಿ.ಜಿ.ಮಹೇಶ್ ನೇತೃತ್ವದಲ್ಲಿ ತಂಡ ರಚಿಸಲಾಗಿತ್ತು. ಸುಂಟಿಕೊಪ್ಪ ಠಾಣಾಧಿಕಾರಿ ಶ್ರೀಧರ್ ಎಂ.ಸಿ. ಸಿಬ್ಬಂದಿಗಳಾದ ದಿನೇಶ್, ಮಧು, ಪ್ರವೀಣ್, ಜಗದೀಶ್, ಸಂತೋಷ್, ನಿಜಾಂತ್, ಸತೀಶ್ ಹಾಗೂ ಶಶಿಕುಮಾರ್ ಕಾರ್ಯಾಚರಣೆಯಲ್ಲಿ ಪಾಲ್ಗೊಂಡಿದ್ದರು.: [519, 1121, 724, 1300]
- dot-magenta: [102, 2325, 112, 2335]
- dot-black: [131, 2325, 141, 2335]
- footer-dots-center: [756, 2323, 815, 2337]
- flag-decoration: [1349, 260, 1458, 325]
- post-headline-line2: ಚಿನ್ನಕ್ಕೆ ಹೂಡಿಕೆ ಯೋಜನೆ: [118, 1806, 260, 1827]
- puc-subhead-text: ಚಾಮರಾಜನಗರ ಜಿಲ್ಲೆಯಲ್ಲಿ 17 ಕೇಂದ್ರಗಳು: [373, 1588, 601, 1606]
- lead-photo-procession: [1065, 237, 1484, 618]
- puc-column-2: ವರ್ಷದ ಅಭ್ಯರ್ಥಿಗಳಲ್ಲಿ 844 ಮಂದಿ ಪರೀಕ್ಷೆ ತೆಗೆದುಕೊಂಡಿದ್ದಾರೆ. ಚಾಮರಾಜನಗರದಲ್ಲಿ ನಾಲ್ಕು ಕೇಂದ್ರದಲ್ಲಿ 2,243 ವಿದ್ಯಾರ್ಥಿಗಳು, ಗುಂಡ್ಲುಪೇಟೆಯಲ್ಲಿ ಮೂರು ಕೇಂದ್ರದಲ್ಲಿ 1,596 ವಿದ್ಯಾರ್ಥಿಗಳು, ಯಳಂದೂರಿನಲ್ಲಿ ಎರಡು ಕೇಂದ್ರದಲ್ಲಿ 705 ವಿದ್ಯಾರ್ಥಿಗಳು, ಕೊಳ್ಳೇಗಾಲದಲ್ಲಿ 1,790 ವಿದ್ಯಾರ್ಥಿಗಳು ಹಾಗೂ ಹನೂರಿನಲ್ಲಿ ಮೂರು ಕೇಂದ್ರದಲ್ಲಿ ಪರೀಕ್ಷೆ ನಡೆಯಲಿದೆ.: [488, 1787, 679, 1923]
- tortoise-column-1: ಮಡಿಕೇರಿ, ಮಾ.4- ಹುಲಿ ಉಗುರು ಮತ್ತು ಅಳಿವಿನ ಅಂಚಿನಲ್ಲಿರುವ ನಕ್ಷತ್ರ ಆಮೆಯನ್ನು ಅಕ್ರಮವಾಗಿ ಮಾರಾಟ ಮಾಡುತ್ತಿದ್ದ ಇಬ್ಬರನ್ನು ಸಿಐಡಿ ಅರಣ್ಯ ಸಂಚಾರಿ ದಳದ ಪೊಲೀಸರು ಬಂಧಿಸಿದ್ದಾರೆ. ಹುಲಿ ಉಗುರು ಪತ್ತೆ: ಮಾ.3ರಂದು ಪೊಲೀಸರು ದೊರೆತ ಖಚಿತ ಮಾಹಿತಿ ಮೇರೆಗೆ ತೆರಳಿದ ಪೊಲೀಸರು ಕುಶಾಲನಗರ ಸಮೀಪ ಹುಲಿ ಉಗುರುಗಳನ್ನು ಮಾರಾಟ ಮಾಡಲು ಯತ್ನಿಸುತ್ತಿದ್ದ ಆರೋಪಿಯನ್ನು ಬಂಧಿಸಿ ಮಾಲು ವಶಪಡಿಸಿಕೊಂಡರು.: [730, 1121, 921, 1318]
- bus-headline: [996, 2025, 1484, 2062]
- puc-headline-text: ಮಾ.9ರಿಂದ ದ್ವಿತೀಯ ಪಿಯುಸಿ ಪರೀಕ್ಷೆ: [380, 1519, 977, 1575]
- bus-side-text: ನಗರ, ಸಂತೆಮರಹಳ್ಳಿ ಕಡೆ ಹೋಗಲು ಹೆಚ್ಚು ಜನರು ಮಂಗಲ ಗ್ರಾಮದ ಬಸ್ ನಿಲ್ದಾಣದಲ್ಲಿ ಬಸ್‌ಗಾಗಿ ಕಾಯುತ್ತಿದ್ದರು. ಈ ನಿಲ್ದಾಣದಲ್ಲಿ ಬಸ್ ನಿಲುಗಡೆ ಇಲ್ಲದ ಕಾರಣ ಜನರು ತೊಂದರೆ ಅನುಭವಿಸುತ್ತಿದ್ದರು. ಸಾರ್ವಜನಿಕರ ಬೇಡಿಕೆಯಂತೆ ಕೋರಿಕೆ ನಿಲ್ದಾಣ ಆರಂಭಿಸಲಾಗಿದೆ.: [1244, 2094, 1488, 2178]
- dot-magenta: [771, 2325, 781, 2335]
- dot-yellow: [116, 2325, 127, 2335]
- quote-icon: [686, 1590, 699, 1611]
- tortoise-headline: [865, 1060, 1484, 1111]
- tortoise-headline-text: ಹುಲಿ ಉಗುರು, ನಕ್ಷತ್ರ ಆಮೆ ಮಾರುತ್ತಿದ್ದ ಇಬ್ಬರ ಬಂಧನ: [865, 1068, 1385, 1101]
- puc-quote-by: - ಸಿ. ಮಂಜುನಾಥ ಪ್ರಸನ್ನ,: [952, 1716, 1052, 1729]
- tiger-claw-photo: [1263, 1120, 1264, 1121]
- crowd-figures: [309, 366, 1044, 613]
- health-headline-line1: ಸಿದ್ದಯ್ಯನಪುರ ಗ್ರಾಮದಲ್ಲಿ ವಿಶ್ವ: [87, 1518, 236, 1536]
- dot-magenta: [1440, 2325, 1450, 2335]
- kidney-headline-line1: ಕಿಡ್ನಿ ವೈಫಲ್ಯದಿಂದ ಬಳಲುತ್ತಿದ್ದ: [1161, 1515, 1396, 1544]
- accused-photo-2: [404, 1191, 497, 1392]
- kidney-headline: [1073, 1511, 1484, 1584]
